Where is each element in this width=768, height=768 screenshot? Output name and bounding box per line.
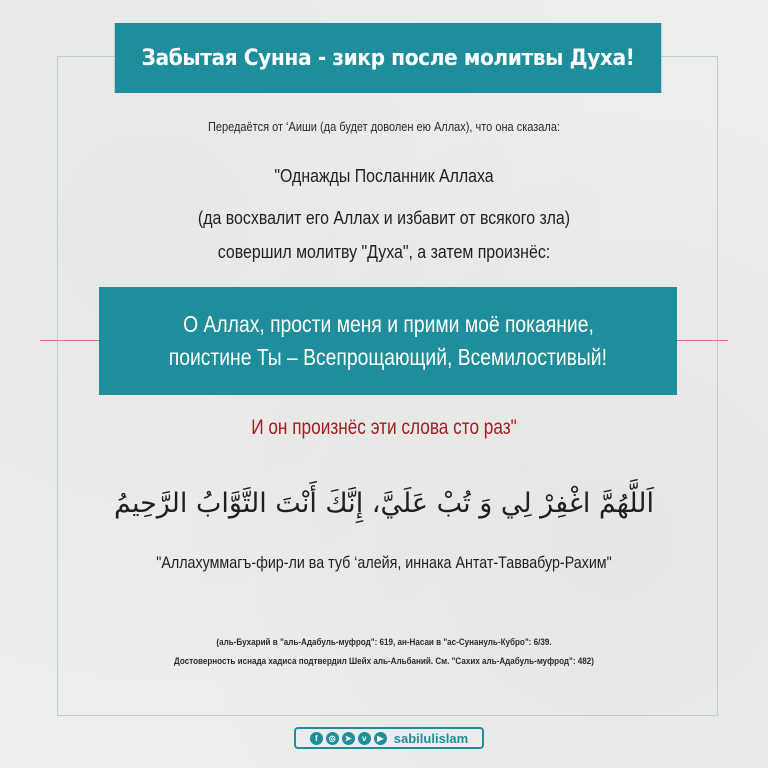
facebook-icon[interactable]: f [310, 732, 323, 745]
vk-icon[interactable]: v [358, 732, 371, 745]
page-title: Забытая Сунна - зикр после молитвы Духа! [141, 45, 635, 71]
quote-line-3: совершил молитву "Духа", а затем произнёс: [217, 241, 551, 262]
dua-line-1: О Аллах, прости меня и прими моё покаяние, [182, 311, 594, 337]
title-banner [115, 23, 661, 93]
transliteration: "Аллахуммагъ-фир-ли ва туб ‘алейя, иннака Антат-Таввабур-Рахим" [156, 553, 612, 572]
youtube-icon[interactable]: ▶ [374, 732, 387, 745]
quote-line-2: (да восхвалит его Аллах и избавит от всякого зла) [197, 207, 571, 228]
reference-line-2: Достоверность иснада хадиса подтвердил Шейх аль-Альбаний. См. "Сахих аль-Адабуль-муфрод": 482) [174, 656, 594, 667]
dua-banner [99, 287, 677, 395]
social-handle[interactable]: sabilulislam [393, 730, 469, 746]
narrator-text: Передаётся от ‘Аиши (да будет доволен ею Аллах), что она сказала: [207, 120, 560, 134]
reference-line-1: (аль-Бухарий в "аль-Адабуль-муфрод": 619, ан-Насаи в "ас-Сунануль-Кубро": 6/39. [216, 637, 552, 648]
arabic-dua: اَللَّهُمَّ اغْفِرْ لِي وَ تُبْ عَلَيَّ، إِنَّكَ أَنْتَ التَّوَّابُ الرَّحِيمُ [113, 488, 655, 519]
quote-line-1: "Однажды Посланник Аллаха [274, 165, 494, 186]
dua-line-2: поистине Ты – Всепрощающий, Всемилостивый! [168, 344, 608, 370]
instagram-icon[interactable]: ◎ [326, 732, 339, 745]
social-footer[interactable] [294, 727, 484, 749]
repeat-note: И он произнёс эти слова сто раз" [251, 416, 517, 439]
telegram-icon[interactable]: ➤ [342, 732, 355, 745]
